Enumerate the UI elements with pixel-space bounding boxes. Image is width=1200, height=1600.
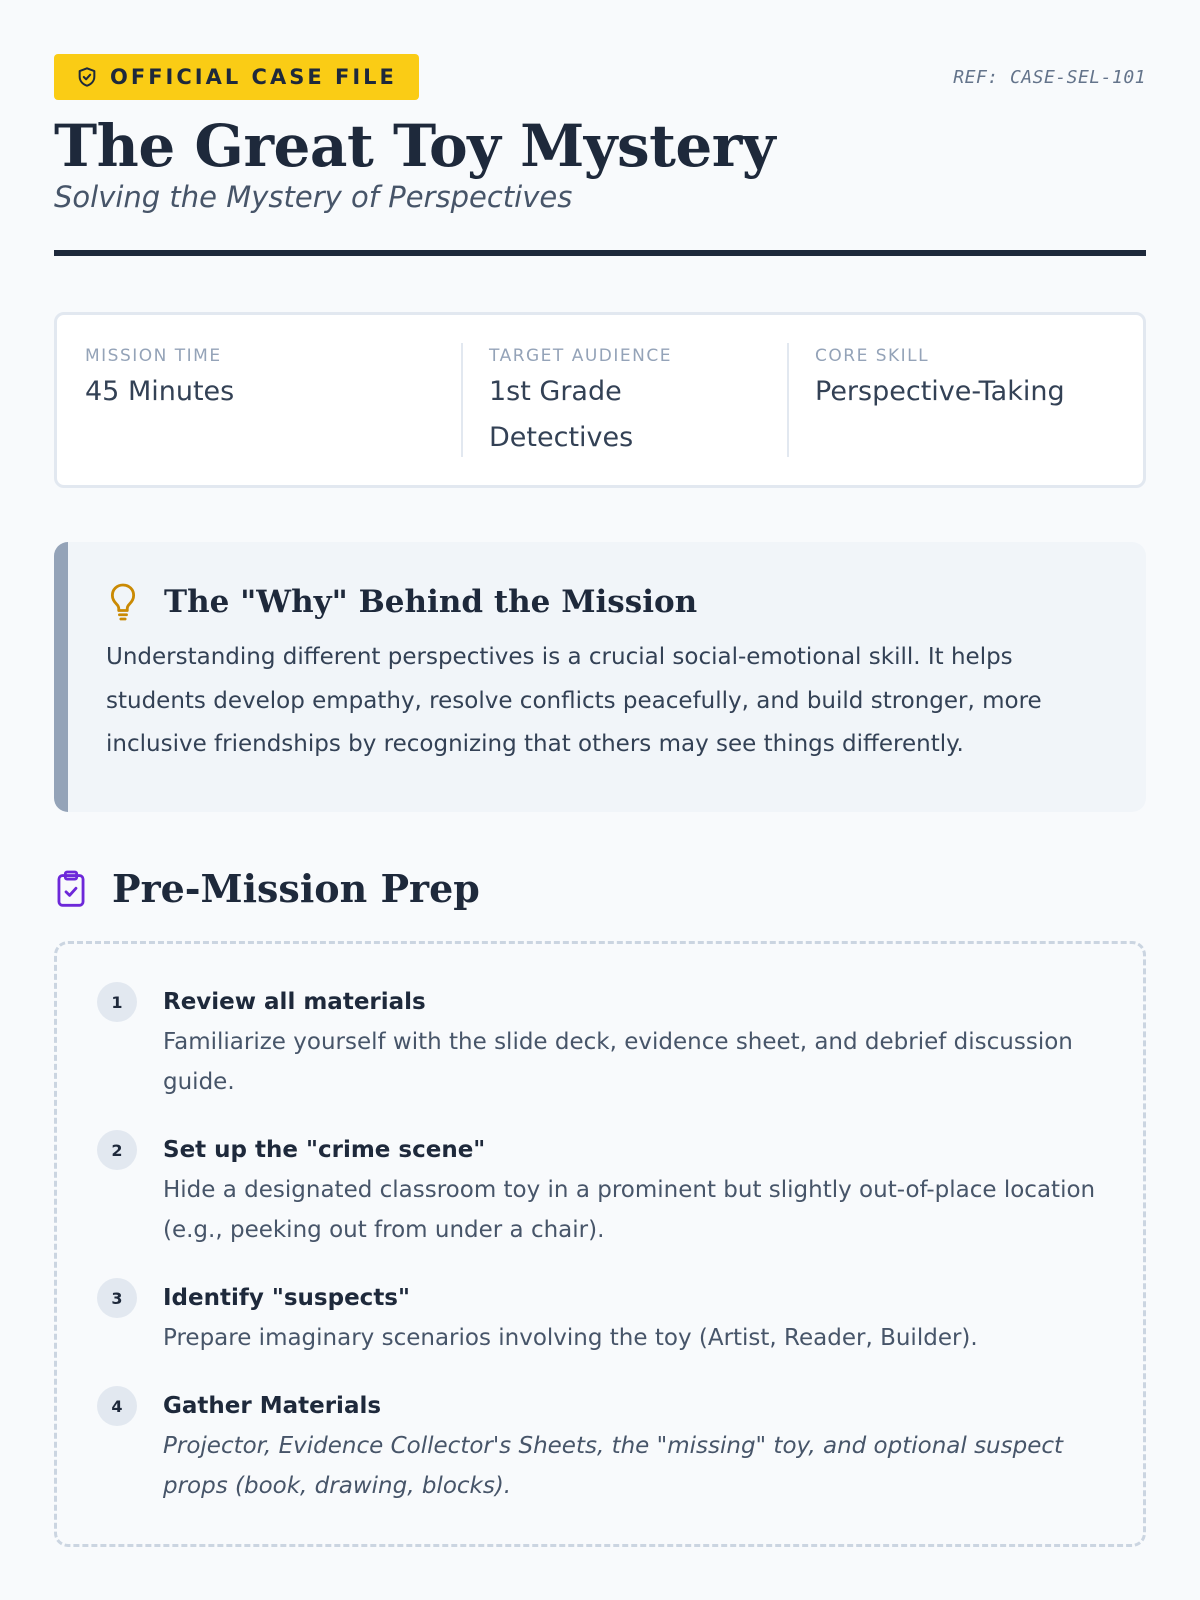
page-subtitle: Solving the Mystery of Perspectives: [54, 180, 573, 214]
info-value: 45 Minutes: [85, 376, 235, 407]
info-target-audience: [461, 343, 787, 457]
step-description: Hide a designated classroom toy in a prominent but slightly out-of-place location (e.g., peeking out from under a chair).: [163, 1177, 1096, 1243]
info-label: TARGET AUDIENCE: [489, 346, 672, 366]
step-title: Gather Materials: [163, 1393, 382, 1419]
info-value: Perspective-Taking: [815, 376, 1065, 407]
why-title: The "Why" Behind the Mission: [164, 584, 698, 620]
info-mission-time: [85, 343, 461, 457]
why-header: [106, 582, 1106, 622]
step-body: [163, 982, 1103, 1102]
reference-code: REF: CASE-SEL-101: [953, 66, 1146, 88]
prep-step: [97, 1278, 1103, 1358]
prep-header: [54, 866, 1146, 911]
step-number: 1: [97, 982, 137, 1022]
prep-step: [97, 982, 1103, 1102]
step-title: Review all materials: [163, 989, 426, 1015]
why-text: Understanding different perspectives is a crucial social-emotional skill. It helps students develop empathy, resolve conflicts peacefully, and build stronger, more inclusive friendships by recognizing that others may see things differently.: [106, 644, 1042, 757]
step-title: Set up the "crime scene": [163, 1137, 486, 1163]
why-callout: [54, 542, 1146, 812]
step-description: Prepare imaginary scenarios involving the toy (Artist, Reader, Builder).: [163, 1325, 978, 1351]
step-title: Identify "suspects": [163, 1285, 410, 1311]
clipboard-check-icon: [54, 869, 88, 909]
step-number: 3: [97, 1278, 137, 1318]
step-description: Familiarize yourself with the slide deck, evidence sheet, and debrief discussion guide.: [163, 1029, 1073, 1095]
official-case-file-badge: [54, 54, 419, 100]
prep-step: [97, 1130, 1103, 1250]
step-number: 4: [97, 1386, 137, 1426]
page-title: The Great Toy Mystery: [54, 112, 776, 180]
info-core-skill: [787, 343, 1143, 457]
shield-check-icon: [76, 66, 98, 88]
prep-steps-box: [54, 941, 1146, 1547]
step-body: [163, 1278, 1103, 1358]
header-divider: [54, 250, 1146, 256]
header-top: [54, 0, 1146, 100]
step-description: Projector, Evidence Collector's Sheets, the "missing" toy, and optional suspect props (book, drawing, blocks).: [163, 1433, 1064, 1499]
info-value: 1st Grade Detectives: [489, 376, 634, 453]
mission-info-card: [54, 312, 1146, 488]
prep-title: Pre-Mission Prep: [112, 866, 480, 911]
lightbulb-icon: [106, 582, 140, 622]
badge-label: OFFICIAL CASE FILE: [110, 65, 397, 89]
info-label: MISSION TIME: [85, 346, 222, 366]
step-body: [163, 1386, 1103, 1506]
info-label: CORE SKILL: [815, 346, 930, 366]
prep-step: [97, 1386, 1103, 1506]
step-number: 2: [97, 1130, 137, 1170]
step-body: [163, 1130, 1103, 1250]
